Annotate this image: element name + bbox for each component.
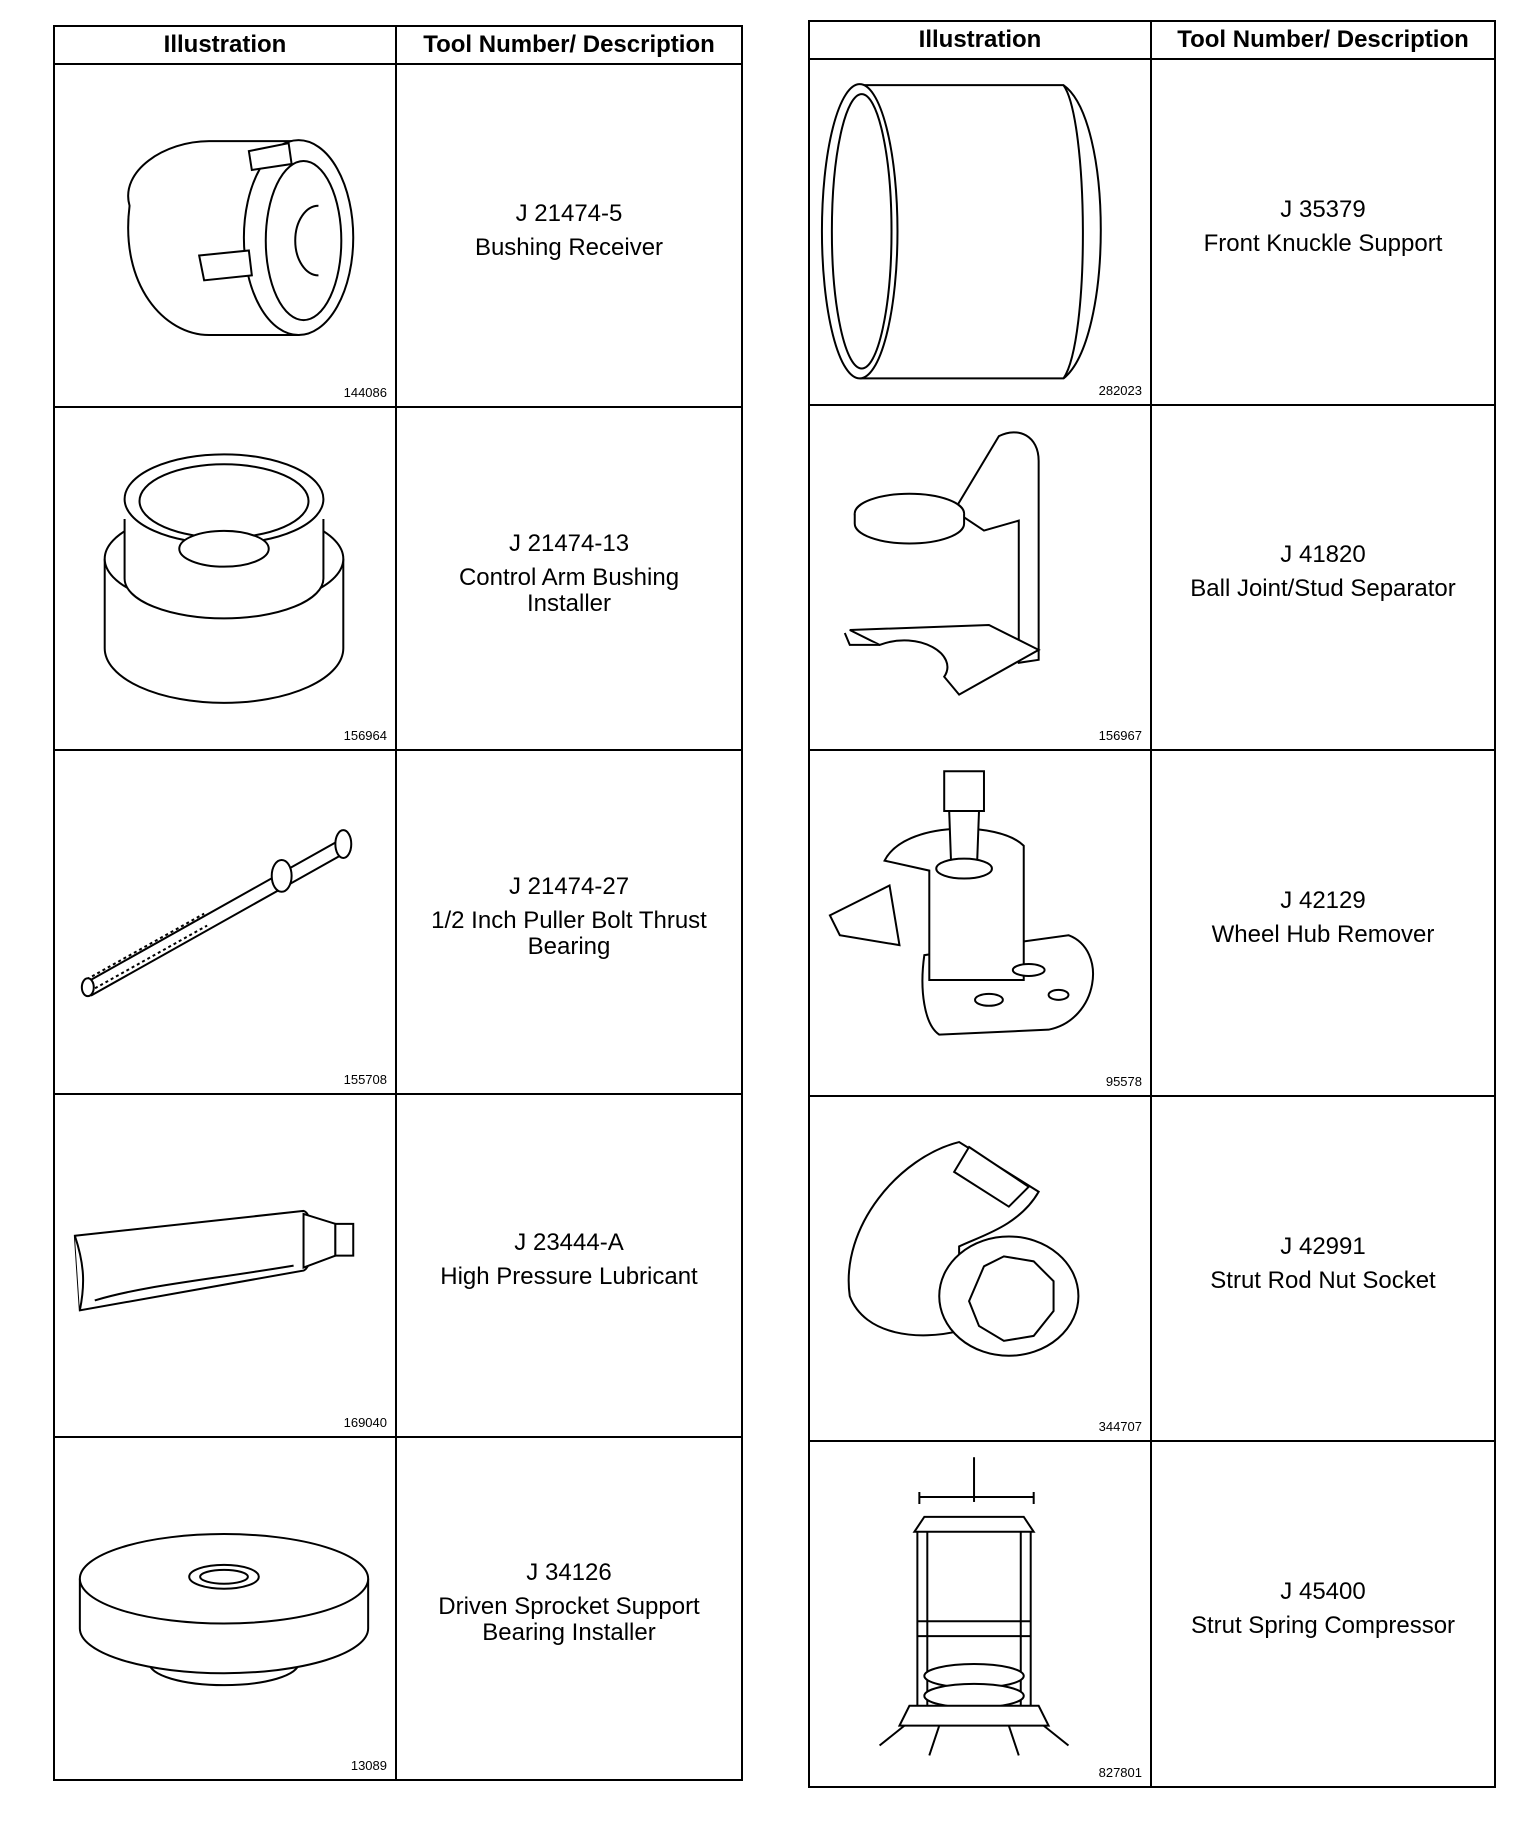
knuckle-support-icon — [810, 60, 1150, 404]
table-row — [810, 406, 1494, 752]
illustration-cell — [810, 60, 1152, 404]
spring-compressor-icon — [810, 1442, 1150, 1786]
table-row — [810, 1097, 1494, 1443]
tool-number: J 21474-27 — [508, 873, 630, 900]
figure-number: 344707 — [1098, 1419, 1142, 1435]
wheel-hub-remover-icon — [810, 751, 1150, 1095]
illustration-cell — [810, 406, 1152, 750]
sprocket-installer-icon — [55, 1438, 395, 1779]
table-header — [55, 27, 741, 65]
tool-cell — [397, 1438, 741, 1779]
tool-header: Tool Number/ Description — [423, 31, 715, 58]
table-row — [55, 1438, 741, 1779]
table-row — [55, 65, 741, 408]
tool-number: J 34126 — [526, 1559, 612, 1587]
table-row — [55, 1095, 741, 1438]
illustration-cell — [55, 65, 397, 406]
tool-cell — [397, 751, 741, 1092]
tool-description: Strut Spring Compressor — [1190, 1612, 1456, 1640]
tool-cell — [1152, 60, 1494, 404]
table-header — [810, 22, 1494, 60]
tool-description: 1/2 Inch Puller Bolt Thrust Bearing — [431, 907, 707, 960]
table-row — [810, 60, 1494, 406]
tool-number: J 42129 — [1280, 886, 1366, 914]
tool-header: Tool Number/ Description — [1177, 26, 1469, 53]
tool-description: Bushing Receiver — [474, 233, 664, 261]
tool-number: J 41820 — [1280, 541, 1366, 569]
tool-number: J 23444-A — [514, 1229, 624, 1257]
figure-number: 156964 — [343, 728, 387, 744]
figure-number: 156967 — [1098, 728, 1142, 744]
figure-number: 13089 — [350, 1758, 387, 1774]
lubricant-tube-icon — [55, 1095, 395, 1436]
tool-cell — [1152, 406, 1494, 750]
figure-number: 827801 — [1098, 1764, 1142, 1780]
illustration-cell — [810, 751, 1152, 1095]
tool-cell — [397, 408, 741, 749]
tool-description: Ball Joint/Stud Separator — [1190, 575, 1456, 603]
tool-cell — [1152, 1442, 1494, 1786]
illustration-header: Illustration — [55, 27, 397, 63]
left-tool-table — [53, 25, 743, 1781]
bushing-installer-icon — [55, 408, 395, 749]
figure-number: 95578 — [1105, 1073, 1142, 1089]
puller-bolt-icon — [55, 751, 395, 1092]
table-row — [810, 751, 1494, 1097]
tool-description: Control Arm Bushing Installer — [458, 563, 680, 617]
illustration-cell — [55, 751, 397, 1092]
tool-number: J 45400 — [1280, 1578, 1366, 1606]
figure-number: 169040 — [343, 1414, 387, 1430]
tool-description: Driven Sprocket Support Bearing Installer — [438, 1593, 700, 1647]
ball-joint-separator-icon — [810, 406, 1150, 750]
illustration-cell — [810, 1097, 1152, 1441]
tool-description: Front Knuckle Support — [1203, 229, 1443, 257]
table-row — [810, 1442, 1494, 1786]
tool-cell — [397, 65, 741, 406]
illustration-cell — [55, 408, 397, 749]
right-tool-table — [808, 20, 1496, 1788]
tool-number: J 42991 — [1280, 1232, 1366, 1260]
tool-number: J 21474-13 — [508, 529, 630, 557]
table-row — [55, 408, 741, 751]
illustration-cell — [55, 1438, 397, 1779]
tool-number: J 35379 — [1280, 195, 1366, 223]
tool-description: Strut Rod Nut Socket — [1210, 1266, 1436, 1294]
table-row — [55, 751, 741, 1094]
tool-cell — [1152, 751, 1494, 1095]
tool-number: J 21474-5 — [515, 199, 623, 227]
tool-description: High Pressure Lubricant — [440, 1263, 698, 1291]
tool-cell — [397, 1095, 741, 1436]
illustration-cell — [810, 1442, 1152, 1786]
bushing-receiver-icon — [55, 65, 395, 406]
figure-number: 155708 — [343, 1071, 387, 1087]
figure-number: 282023 — [1098, 382, 1142, 398]
strut-socket-icon — [810, 1097, 1150, 1441]
tool-description: Wheel Hub Remover — [1211, 920, 1435, 948]
illustration-cell — [55, 1095, 397, 1436]
tool-cell — [1152, 1097, 1494, 1441]
illustration-header: Illustration — [810, 22, 1152, 58]
figure-number: 144086 — [343, 385, 387, 401]
